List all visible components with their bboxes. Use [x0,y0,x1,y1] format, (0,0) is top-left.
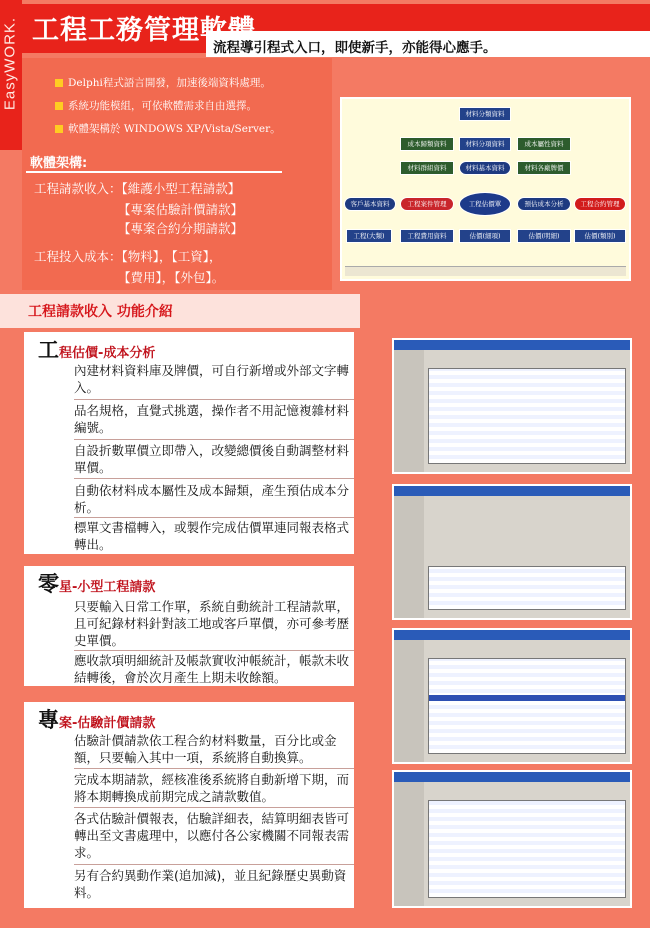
section-title: 工程請款收入 功能介紹 [28,304,173,320]
architecture-line: 【專案估驗計價請款】 [118,202,244,217]
square-bullet-icon [55,79,63,87]
billing-screen-thumbnail [392,628,632,764]
flow-node: 成本歸類資料 [400,137,454,151]
system-flow-diagram [340,97,631,281]
bullet-item: 軟體架構於 WINDOWS XP/Vista/Server。 [55,121,281,136]
flow-node: 材料基本資料 [459,161,511,175]
divider [26,171,282,173]
flow-node: 材料分項資料 [459,137,511,151]
flow-node: 工程費用資料 [400,229,454,243]
flow-node: 工程(大類) [346,229,392,243]
brand-vertical-text: EasyWORK. [1,16,19,111]
window-titlebar [394,486,630,496]
data-grid [428,368,626,464]
divider [74,478,354,479]
feature-item: 自動依材料成本屬性及成本歸類，產生預估成本分析。 [74,483,350,515]
architecture-line: 工程投入成本：【物料】，【工資】， [34,249,222,264]
divider [74,650,354,651]
flow-node: 客戶基本資料 [344,197,396,211]
window-sidebar [394,350,424,472]
architecture-line: 工程請款收入：【維護小型工程請款】 [34,181,241,196]
divider [74,864,354,865]
architecture-line: 【專案合約分期請款】 [118,221,244,236]
architecture-title: 軟體架構: [30,156,88,171]
feature-item: 品名規格，直覺式挑選，操作者不用記憶複雜材料編號。 [74,403,350,435]
feature-box-project-billing [24,702,354,908]
window-sidebar [394,640,424,762]
module-tab-strip [345,266,626,276]
feature-heading: 零星-小型工程請款 [38,572,156,596]
feature-box-small-project [24,566,354,686]
flow-node: 材料各廠牌價 [517,161,571,175]
feature-item: 另有合約異動作業(追加減)，並且紀錄歷史異動資料。 [74,868,347,900]
architecture-line: 【費用】，【外包】。 [118,270,225,285]
data-grid [428,800,626,898]
feature-item: 應收款項明細統計及帳款實收沖帳統計，帳款未收結轉後，會於次月產生上期未收餘額。 [74,653,350,685]
window-titlebar [394,772,630,782]
feature-item: 估驗計價請款依工程合約材料數量，百分比或金額，只要輸入其中一項，系統將自動換算。 [74,733,337,765]
flow-node: 材料分類資料 [459,107,511,121]
divider [74,768,354,769]
flow-node: 材料群組資料 [400,161,454,175]
feature-box-estimate [24,332,354,554]
flow-node: 估價(細項) [459,229,511,243]
window-sidebar [394,496,424,618]
feature-item: 自設折數單價立即帶入，改變總價後自動調整材料單價。 [74,443,350,475]
divider [74,807,354,808]
bullet-item: Delphi程式語言開發，加速後端資料處理。 [55,75,271,90]
valuation-screen-thumbnail [392,770,632,908]
window-titlebar [394,340,630,350]
page-title: 工程工務管理軟體 [32,15,256,46]
feature-item: 內建材料資料庫及牌價，可自行新增或外部文字轉入。 [74,363,350,395]
divider [74,439,354,440]
square-bullet-icon [55,125,63,133]
divider [74,399,354,400]
feature-item: 標單文書檔轉入，或製作完成估價單連同報表格式轉出。 [74,520,350,552]
flow-node: 工程案件管理 [400,197,454,211]
feature-heading: 專案-估驗計價請款 [38,708,156,732]
feature-item: 只要輸入日常工作單，系統自動統計工程請款單，且可紀錄材料針對該工地或客戶單價，亦可參考歷史單價。 [74,599,350,648]
feature-item: 完成本期請款，經核准後系統將自動新增下期，而將本期轉換成前期完成之請款數值。 [74,772,350,804]
feature-heading: 工程估價-成本分析 [38,338,156,362]
square-bullet-icon [55,102,63,110]
flow-node: 成本屬性資料 [517,137,571,151]
flow-node: 估價(類別) [574,229,626,243]
wizard-screen-thumbnail [392,484,632,620]
estimate-screen-thumbnail [392,338,632,474]
data-grid [428,566,626,610]
flow-node: 估價(明細) [517,229,571,243]
window-sidebar [394,782,424,906]
feature-item: 各式估驗計價報表，估驗詳細表，結算明細表皆可轉出至文書處理中，以應付各公家機關不同報表需求。 [74,811,350,860]
flow-node: 工程合約管理 [574,197,626,211]
window-titlebar [394,630,630,640]
slogan: 流程導引程式入口，即使新手，亦能得心應手。 [213,40,497,56]
flow-node: 預估成本分析 [517,197,571,211]
divider [74,517,354,518]
bullet-item: 系統功能模組，可依軟體需求自由選擇。 [55,98,257,113]
flow-node-center: 工程估價單 [459,192,511,216]
data-grid [428,658,626,754]
